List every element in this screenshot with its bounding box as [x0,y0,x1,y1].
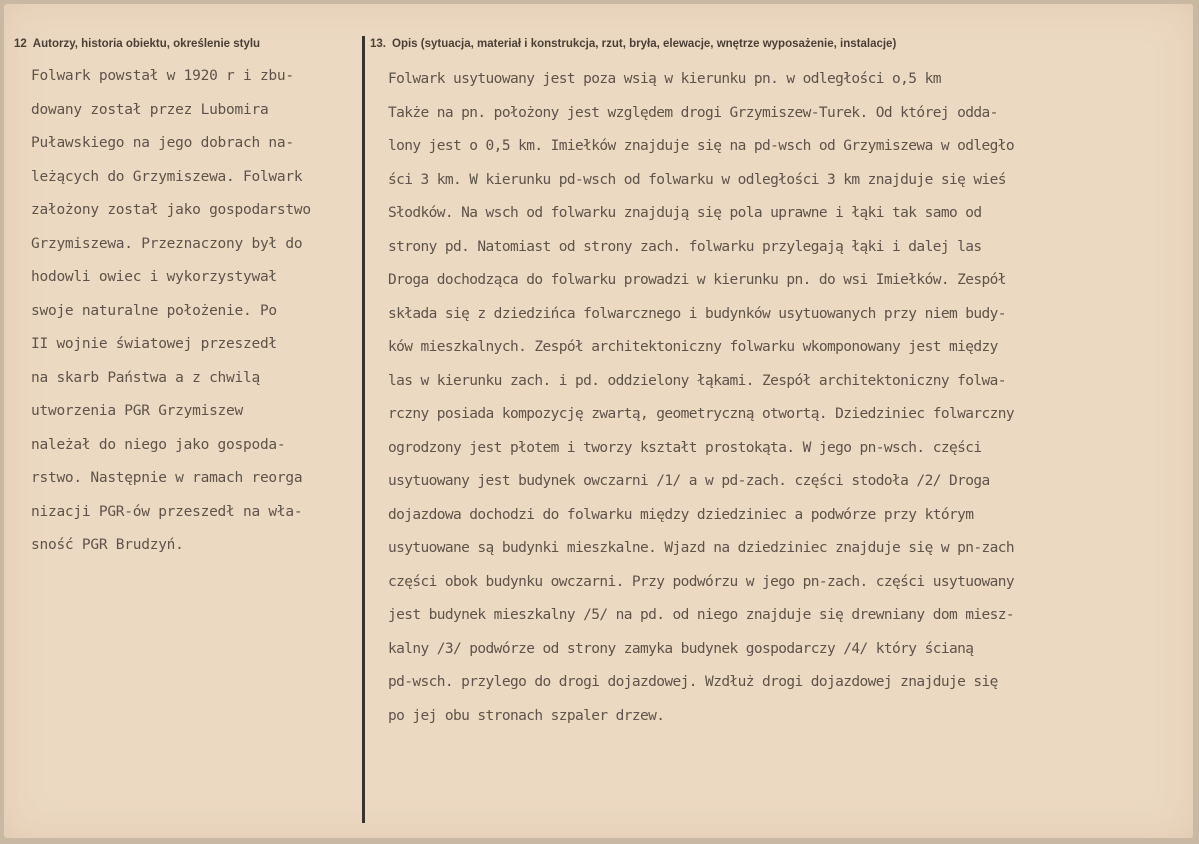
field-13-label: Opis (sytuacja, materiał i konstrukcja, rzut, bryła, elewacje, wnętrze wyposażenie, instalacje) [392,38,897,50]
description-line: jest budynek mieszkalny /5/ na pd. od niego znajduje się drewniany dom miesz- [388,607,1014,623]
description-line: dojazdowa dochodzi do folwarku między dziedziniec a podwórze przy którym [388,506,974,523]
description-line: ków mieszkalnych. Zespół architektoniczny folwarku wkomponowany jest między [388,339,998,355]
description-line: składa się z dziedzińca folwarcznego i budynków usytuowanych przy niem budy- [388,305,1006,322]
description-line: Także na pn. położony jest względem drogi Grzymiszew-Turek. Od której odda- [388,104,998,121]
history-line: nizacji PGR-ów przeszedł na wła- [31,503,303,520]
description-line: Droga dochodząca do folwarku prowadzi w kierunku pn. do wsi Imiełków. Zespół [388,272,1006,288]
history-line: dowany został przez Lubomira [31,101,269,118]
history-line: należał do niego jako gospoda- [31,436,286,453]
description-line: lony jest o 0,5 km. Imiełków znajduje się na pd-wsch od Grzymiszewa w odległo [388,138,1014,154]
field-12-label: Autorzy, historia obiektu, określenie stylu [32,38,261,50]
history-line: rstwo. Następnie w ramach reorga [31,470,303,486]
history-line: założony został jako gospodarstwo [31,202,311,218]
history-line: hodowli owiec i wykorzystywał [31,269,277,285]
history-line: sność PGR Brudzyń. [31,537,184,553]
record-card [4,4,1193,838]
field-13-header [370,38,896,50]
history-line: leżących do Grzymiszewa. Folwark [31,168,303,185]
description-line: części obok budynku owczarni. Przy podwórzu w jego pn-zach. części usytuowany [388,573,1014,590]
history-line: Puławskiego na jego dobrach na- [31,135,294,151]
description-line: Słodków. Na wsch od folwarku znajdują się pola uprawne i łąki tak samo od [388,205,982,221]
description-line: pd-wsch. przylego do drogi dojazdowej. Wzdłuż drogi dojazdowej znajduje się [388,674,998,690]
description-line: usytuowany jest budynek owczarni /1/ a w pd-zach. części stodoła /2/ Droga [388,473,990,489]
description-line: po jej obu stronach szpaler drzew. [388,707,665,724]
history-text [31,60,311,563]
field-12-header [14,38,260,50]
description-text [388,63,1014,733]
description-line: Folwark usytuowany jest poza wsią w kierunku pn. w odległości o,5 km [388,71,941,87]
field-12-number: 12 [14,38,27,50]
description-line: strony pd. Natomiast od strony zach. folwarku przylegają łąki i dalej las [388,238,982,255]
description-line: ści 3 km. W kierunku pd-wsch od folwarku w odległości 3 km znajduje się wieś [388,171,1006,188]
history-line: II wojnie światowej przeszedł [31,336,277,352]
description-line: usytuowane są budynki mieszkalne. Wjazd na dziedziniec znajduje się w pn-zach [388,540,1014,556]
description-line: las w kierunku zach. i pd. oddzielony łąkami. Zespół architektoniczny folwa- [388,372,1006,389]
history-line: Grzymiszewa. Przeznaczony był do [31,235,303,252]
history-line: swoje naturalne położenie. Po [31,302,277,319]
description-line: ogrodzony jest płotem i tworzy kształt prostokąta. W jego pn-wsch. części [388,439,982,456]
history-line: Folwark powstał w 1920 r i zbu- [31,68,294,84]
history-line: na skarb Państwa a z chwilą [31,369,260,386]
column-divider [362,36,365,823]
field-13-number: 13. [370,38,386,50]
history-line: utworzenia PGR Grzymiszew [31,403,243,419]
description-line: rczny posiada kompozycję zwartą, geometryczną otwortą. Dziedziniec folwarczny [388,406,1014,422]
description-line: kalny /3/ podwórze od strony zamyka budynek gospodarczy /4/ który ścianą [388,640,974,657]
